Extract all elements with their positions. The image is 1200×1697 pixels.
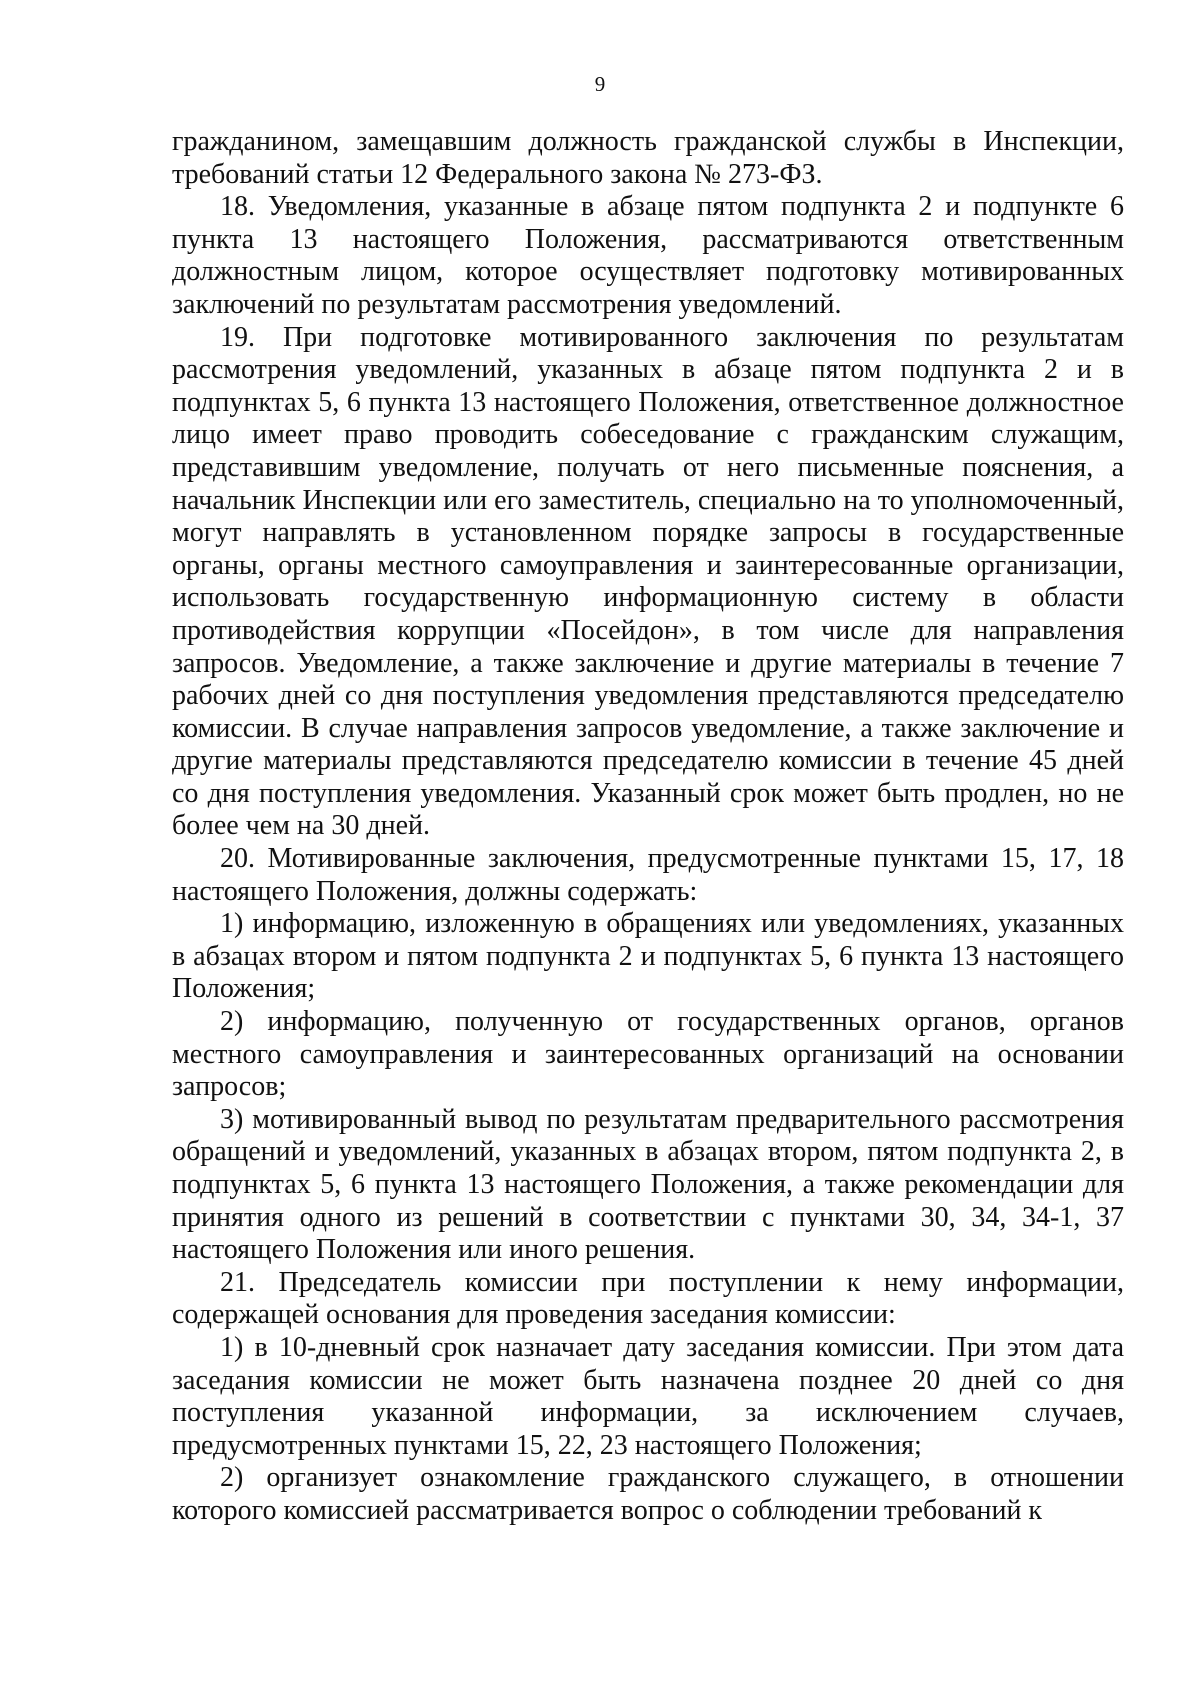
paragraph-item-20-1: 1) информацию, изложенную в обращениях или уведомлениях, указанных в абзацах втором и пятом подпункта 2 и подпунктах 5, 6 пункта 13 настоящего Положения;	[172, 908, 1124, 1005]
paragraph-continuation: гражданином, замещавшим должность гражданской службы в Инспекции, требований статьи 12 Федерального закона № 273-ФЗ.	[172, 126, 1124, 190]
paragraph-item-18: 18. Уведомления, указанные в абзаце пятом подпункта 2 и подпункте 6 пункта 13 настоящего Положения, рассматриваются ответственным должностным лицом, которое осуществляет подготовку мотивированных заключений по результатам рассмотрения уведомлений.	[172, 191, 1124, 320]
paragraph-item-19: 19. При подготовке мотивированного заключения по результатам рассмотрения уведомлений, указанных в абзаце пятом подпункта 2 и в подпунктах 5, 6 пункта 13 настоящего Положения, ответственное должностное лицо имеет право проводить собеседование с гражданским служащим, представившим уведомление, получать от него письменные пояснения, а начальник Инспекции или его заместитель, специально на то уполномоченный, могут направлять в установленном порядке запросы в государственные органы, органы местного самоуправления и заинтересованные организации, использовать государственную информационную систему в области противодействия коррупции «Посейдон», в том числе для направления запросов. Уведомление, а также заключение и другие материалы в течение 7 рабочих дней со дня поступления уведомления представляются председателю комиссии. В случае направления запросов уведомление, а также заключение и другие материалы представляются председателю комиссии в течение 45 дней со дня поступления уведомления. Указанный срок может быть продлен, но не более чем на 30 дней.	[172, 321, 1124, 842]
page-number: 9	[594, 72, 606, 96]
paragraph-item-21-1: 1) в 10-дневный срок назначает дату заседания комиссии. При этом дата заседания комиссии не может быть назначена позднее 20 дней со дня поступления указанной информации, за исключением случаев, предусмотренных пунктами 15, 22, 23 настоящего Положения;	[172, 1331, 1124, 1461]
paragraph-item-21: 21. Председатель комиссии при поступлении к нему информации, содержащей основания для проведения заседания комиссии:	[172, 1266, 1124, 1331]
paragraph-item-20-2: 2) информацию, полученную от государственных органов, органов местного самоуправления и заинтересованных организаций на основании запросов;	[172, 1006, 1124, 1103]
paragraph-item-20: 20. Мотивированные заключения, предусмотренные пунктами 15, 17, 18 настоящего Положения, должны содержать:	[172, 843, 1124, 907]
document-body	[172, 126, 1124, 1528]
paragraph-item-21-2: 2) организует ознакомление гражданского служащего, в отношении которого комиссией рассматривается вопрос о соблюдении требований к	[172, 1462, 1124, 1526]
paragraph-item-20-3: 3) мотивированный вывод по результатам предварительного рассмотрения обращений и уведомлений, указанных в абзацах втором, пятом подпункта 2, в подпунктах 5, 6 пункта 13 настоящего Положения, а также рекомендации для принятия одного из решений в соответствии с пунктами 30, 34, 34-1, 37 настоящего Положения или иного решения.	[172, 1103, 1124, 1266]
